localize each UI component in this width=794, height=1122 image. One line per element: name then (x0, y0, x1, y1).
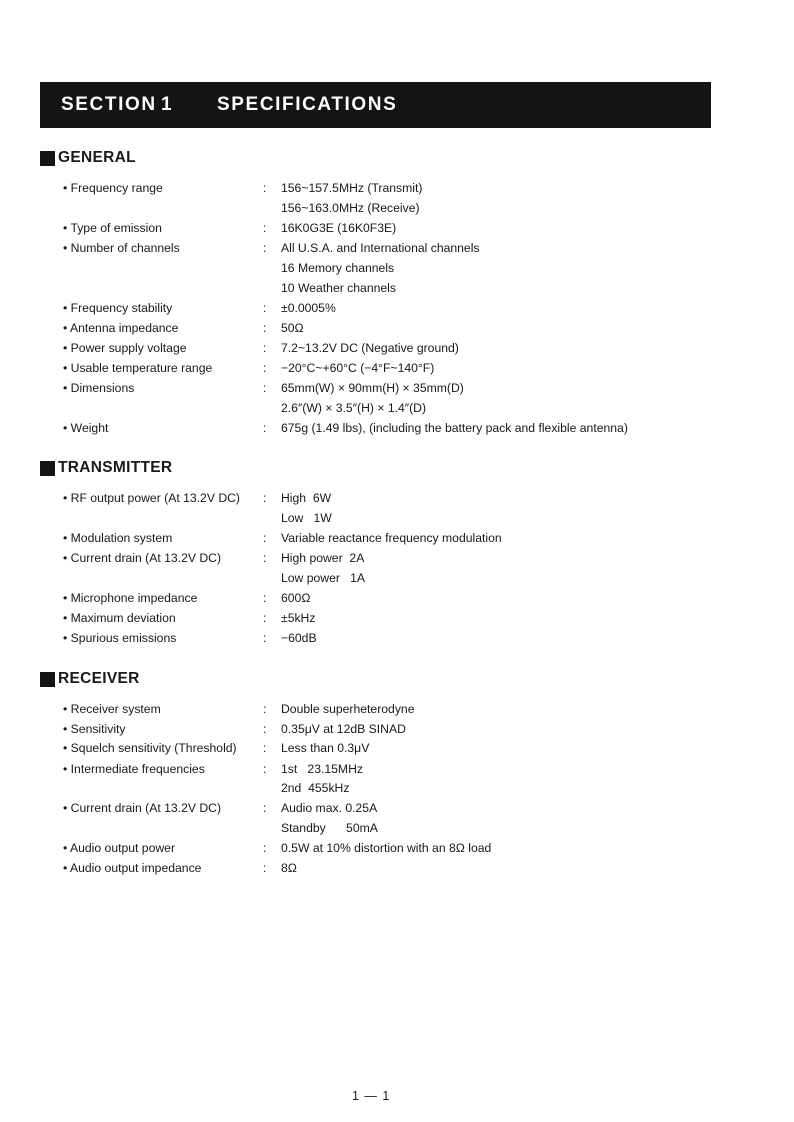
spec-label: • Number of channels (63, 238, 180, 258)
section-label: SECTION (61, 94, 157, 115)
spec-label: • Power supply voltage (63, 338, 187, 358)
spec-row: • Current drain (At 13.2V DC) : High power 2A (0, 548, 794, 568)
spec-value: 675g (1.49 lbs), (including the battery pack and flexible antenna) (281, 421, 628, 435)
spec-row: • Microphone impedance : 600Ω (0, 588, 794, 608)
section-number: 1 (161, 94, 174, 115)
spec-row: • RF output power (At 13.2V DC) : High 6W (0, 488, 794, 508)
spec-value: 1st 23.15MHz (281, 762, 363, 776)
spec-value: 65mm(W) × 90mm(H) × 35mm(D) (281, 381, 464, 395)
spec-value: 16 Memory channels (281, 261, 395, 275)
spec-value: 156~163.0MHz (Receive) (281, 201, 420, 215)
spec-value: All U.S.A. and International channels (281, 241, 480, 255)
spec-value: Variable reactance frequency modulation (281, 531, 502, 545)
spec-value: 0.5W at 10% distortion with an 8Ω load (281, 841, 492, 855)
spec-value: 8Ω (281, 861, 297, 875)
spec-row: • Power supply voltage : 7.2~13.2V DC (Negative ground) (0, 338, 794, 358)
spec-value: −20°C~+60°C (−4°F~140°F) (281, 361, 435, 375)
spec-value: Low power 1A (281, 571, 366, 585)
spec-value: Low 1W (281, 511, 332, 525)
page-number: 1 — 1 (352, 1089, 391, 1103)
spec-value: High power 2A (281, 551, 365, 565)
spec-label: • Audio output impedance (63, 858, 201, 878)
spec-value: Less than 0.3μV (281, 741, 370, 755)
spec-label: • Usable temperature range (63, 358, 212, 378)
spec-label: • Current drain (At 13.2V DC) (63, 798, 221, 818)
spec-value: Audio max. 0.25A (281, 801, 378, 815)
spec-row: • Type of emission : 16K0G3E (16K0F3E) (0, 218, 794, 238)
spec-value: ±5kHz (281, 611, 316, 625)
spec-label: • Weight (63, 418, 108, 438)
spec-label: • Antenna impedance (63, 318, 178, 338)
spec-value: 2nd 455kHz (281, 781, 350, 795)
spec-label: • Spurious emissions (63, 628, 176, 648)
spec-row (0, 258, 794, 278)
spec-value: 50Ω (281, 321, 304, 335)
spec-row: • Maximum deviation : ±5kHz (0, 608, 794, 628)
spec-row: • Audio output impedance : 8Ω (0, 858, 794, 878)
spec-row (0, 198, 794, 218)
spec-row: • Weight : 675g (1.49 lbs), (including the battery pack and flexible antenna) (0, 418, 794, 438)
transmitter-heading (40, 459, 172, 477)
spec-label: • Intermediate frequencies (63, 759, 205, 779)
spec-label: • RF output power (At 13.2V DC) (63, 488, 240, 508)
general-heading (40, 149, 136, 167)
spec-label: • Audio output power (63, 838, 175, 858)
spec-row: • Antenna impedance : 50Ω (0, 318, 794, 338)
spec-label: • Maximum deviation (63, 608, 176, 628)
spec-value: 156~157.5MHz (Transmit) (281, 181, 423, 195)
spec-value: 16K0G3E (16K0F3E) (281, 221, 397, 235)
transmitter-heading-text: TRANSMITTER (58, 459, 173, 476)
spec-label: • Type of emission (63, 218, 162, 238)
spec-row: • Dimensions : 65mm(W) × 90mm(H) × 35mm(D) (0, 378, 794, 398)
spec-row: • Receiver system : Double superheterodyne (0, 699, 794, 719)
square-bullet-icon (40, 461, 55, 476)
spec-value: −60dB (281, 631, 317, 645)
spec-label: • Receiver system (63, 699, 161, 719)
spec-row (0, 508, 794, 528)
spec-row (0, 818, 794, 838)
spec-label: • Dimensions (63, 378, 134, 398)
spec-row: • Current drain (At 13.2V DC) : Audio max. 0.25A (0, 798, 794, 818)
spec-row: • Usable temperature range : −20°C~+60°C (−4°F~140°F) (0, 358, 794, 378)
square-bullet-icon (40, 151, 55, 166)
square-bullet-icon (40, 672, 55, 687)
spec-label: • Frequency stability (63, 298, 172, 318)
spec-label: • Squelch sensitivity (Threshold) (63, 738, 237, 758)
spec-value: 600Ω (281, 591, 311, 605)
spec-row (0, 568, 794, 588)
spec-row: • Modulation system : Variable reactance frequency modulation (0, 528, 794, 548)
spec-row: • Frequency range : 156~157.5MHz (Transmit) (0, 178, 794, 198)
section-banner (40, 82, 711, 128)
spec-value: ±0.0005% (281, 301, 336, 315)
general-heading-text: GENERAL (58, 149, 136, 166)
spec-label: • Modulation system (63, 528, 172, 548)
spec-row: • Intermediate frequencies : 1st 23.15MHz (0, 759, 794, 779)
spec-label: • Sensitivity (63, 719, 126, 739)
spec-value: 2.6″(W) × 3.5″(H) × 1.4″(D) (281, 401, 427, 415)
spec-label: • Microphone impedance (63, 588, 197, 608)
spec-row: • Audio output power : 0.5W at 10% distortion with an 8Ω load (0, 838, 794, 858)
spec-row: • Frequency stability : ±0.0005% (0, 298, 794, 318)
receiver-heading (40, 670, 140, 688)
spec-value: Standby 50mA (281, 821, 378, 835)
spec-label: • Frequency range (63, 178, 163, 198)
spec-row: • Spurious emissions : −60dB (0, 628, 794, 648)
spec-row (0, 278, 794, 298)
spec-value: 10 Weather channels (281, 281, 396, 295)
spec-value: High 6W (281, 491, 332, 505)
spec-row (0, 778, 794, 798)
spec-row (0, 398, 794, 418)
spec-value: 7.2~13.2V DC (Negative ground) (281, 341, 459, 355)
spec-row: • Number of channels : All U.S.A. and International channels (0, 238, 794, 258)
receiver-heading-text: RECEIVER (58, 670, 140, 687)
spec-value: Double superheterodyne (281, 702, 415, 716)
spec-row: • Sensitivity : 0.35μV at 12dB SINAD (0, 719, 794, 739)
spec-label: • Current drain (At 13.2V DC) (63, 548, 221, 568)
section-title: SPECIFICATIONS (217, 94, 398, 115)
spec-value: 0.35μV at 12dB SINAD (281, 722, 406, 736)
spec-row: • Squelch sensitivity (Threshold) : Less than 0.3μV (0, 738, 794, 758)
